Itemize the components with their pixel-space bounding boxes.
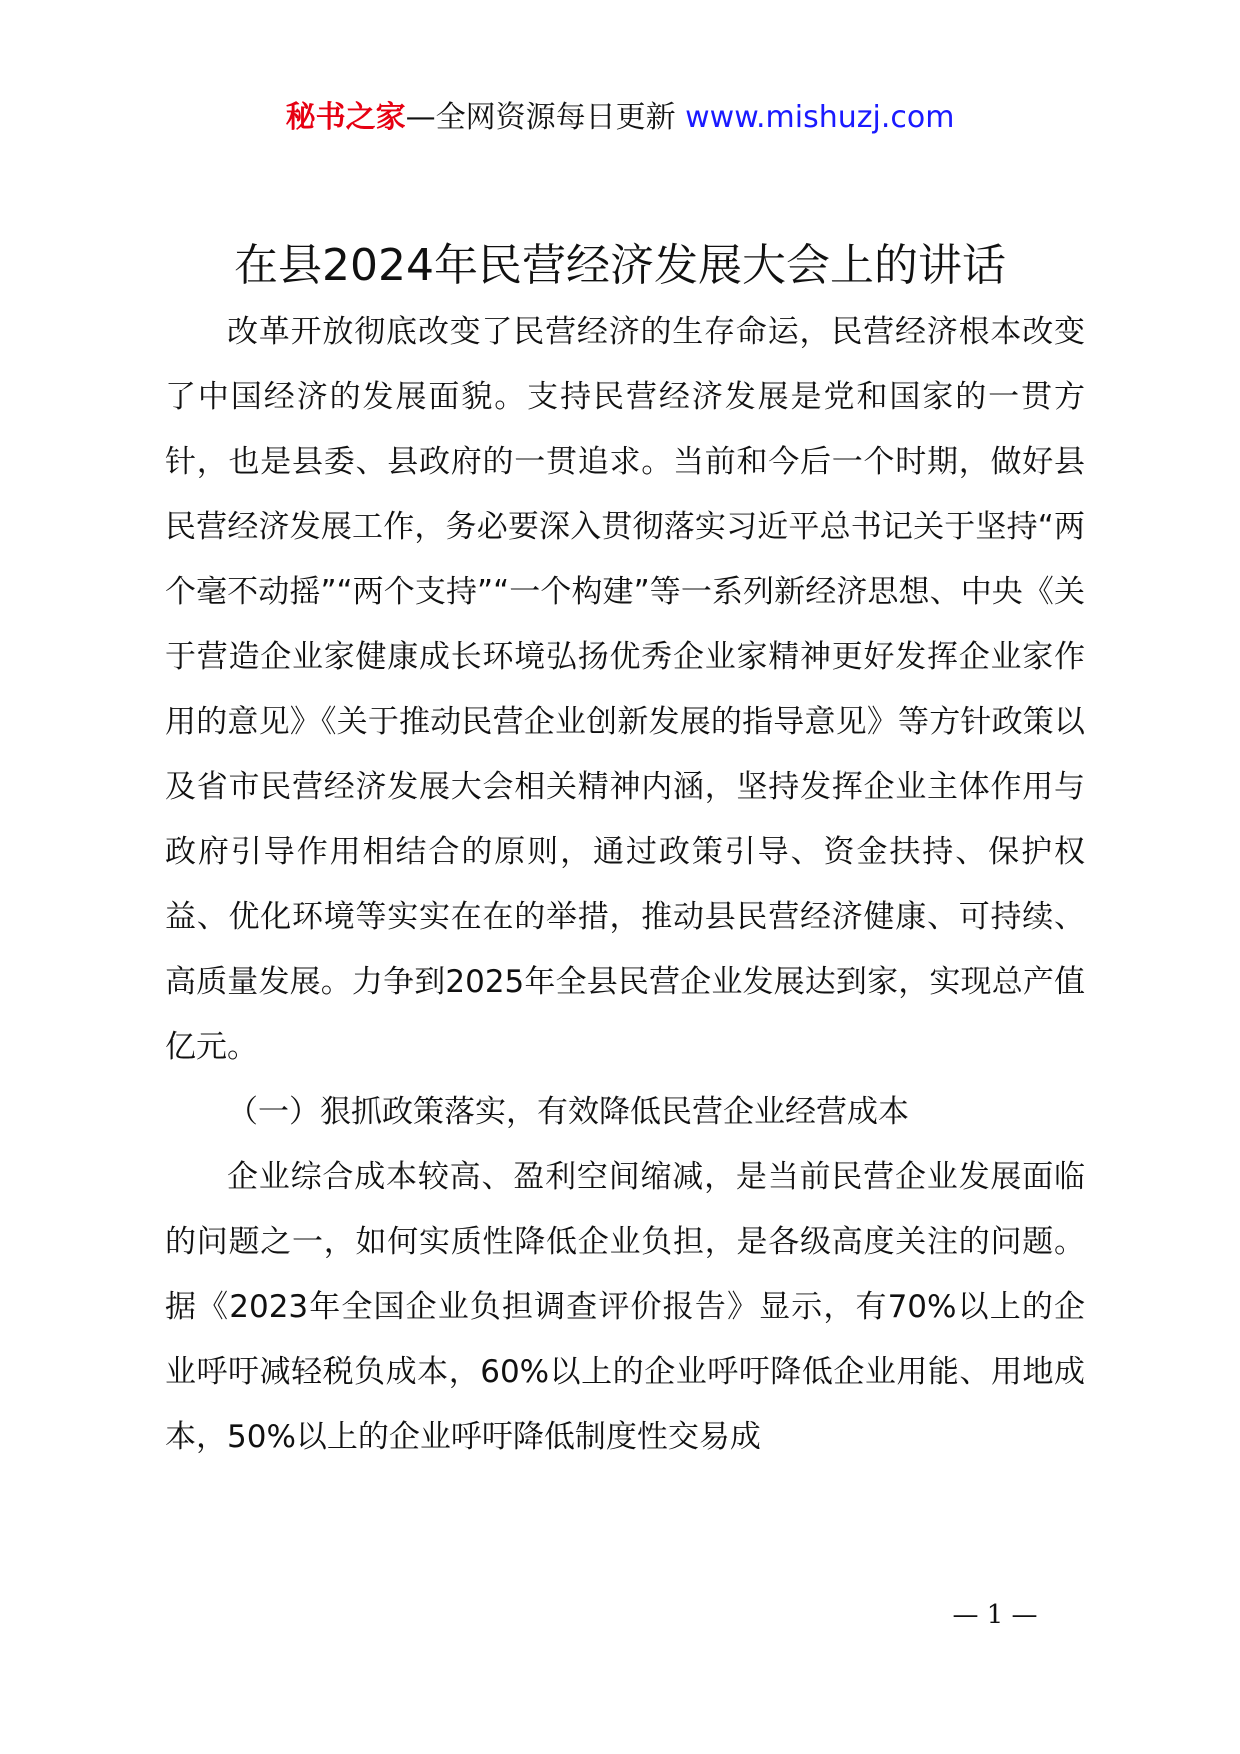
site-banner <box>0 98 1240 138</box>
document-body <box>165 300 1085 1470</box>
document-title: 在县2024年民营经济发展大会上的讲话 <box>234 240 1006 291</box>
section-heading: （一）狠抓政策落实，有效降低民营企业经营成本 <box>227 1094 909 1130</box>
body-paragraph: 改革开放彻底改变了民营经济的生存命运，民营经济根本改变了中国经济的发展面貌。支持民营经济发展是党和国家的一贯方针，也是县委、县政府的一贯追求。当前和今后一个时期，做好县民营经济发展工作，务必要深入贯彻落实习近平总书记关于坚持“两个毫不动摇”“两个支持”“一个构建”等一系列新经济思想、中央《关于营造企业家健康成长环境弘扬优秀企业家精神更好发挥企业家作用的意见》《关于推动民营企业创新发展的指导意见》等方针政策以及省市民营经济发展大会相关精神内涵，坚持发挥企业主体作用与政府引导作用相结合的原则，通过政策引导、资金扶持、保护权益、优化环境等实实在在的举措，推动县民营经济健康、可持续、高质量发展。力争到2025年全县民营企业发展达到家，实现总产值亿元。 <box>165 314 1085 1065</box>
banner-brand: 秘书之家 <box>285 100 406 135</box>
page-number: — 1 — <box>952 1600 1038 1630</box>
banner-slogan: —全网资源每日更新 <box>405 100 686 135</box>
body-paragraph: 企业综合成本较高、盈利空间缩减，是当前民营企业发展面临的问题之一，如何实质性降低企业负担，是各级高度关注的问题。据《2023年全国企业负担调查评价报告》显示，有70%以上的企业呼吁减轻税负成本，60%以上的企业呼吁降低企业用能、用地成本，50%以上的企业呼吁降低制度性交易成 <box>165 1159 1085 1455</box>
banner-url-link[interactable]: www.mishuzj.com <box>685 100 955 135</box>
